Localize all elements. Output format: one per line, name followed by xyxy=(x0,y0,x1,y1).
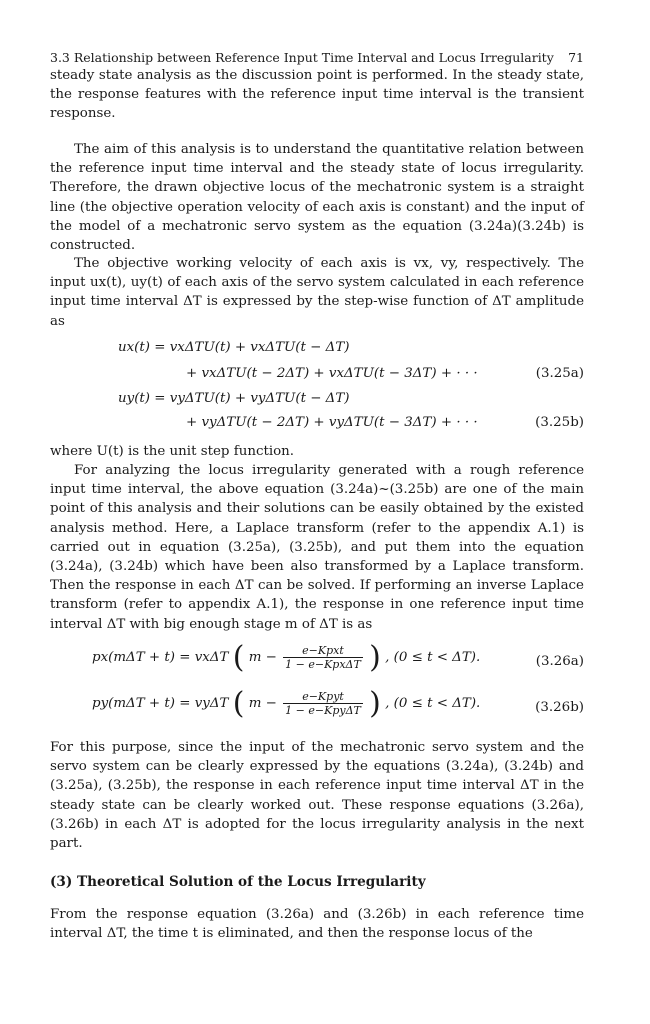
paragraph-2: The aim of this analysis is to understand the quantitative relation between the reference input time interval and the steady state of locus irregularity. Therefore, the drawn objective locus of the mechatronic system is a straight line (the objective operation velocity of each axis is constant) and the input of the model of a mechatronic servo system as the equation (3.24a)(3.24b) is constructed. xyxy=(50,142,584,254)
equation-3-25b-line-1: uy(t) = vyΔTU(t) + vyΔTU(t − ΔT) xyxy=(118,391,350,406)
equation-3-26a-condition: , (0 ≤ t < ΔT). xyxy=(385,650,481,665)
equation-3-25a-label: (3.25a) xyxy=(535,366,584,381)
equation-3-26a-numerator: e−Kpxt xyxy=(302,644,344,657)
paragraph-1: steady state analysis as the discussion point is performed. In the steady state, the response features with the reference input time interval is the transient response. xyxy=(50,68,584,122)
paragraph-4: where U(t) is the unit step function. xyxy=(50,444,295,459)
equation-3-26b-condition: , (0 ≤ t < ΔT). xyxy=(385,696,481,711)
equation-3-26b-lhs: py(mΔT + t) = vyΔT xyxy=(92,696,229,711)
equation-3-26a-m: m − xyxy=(248,650,277,665)
equation-3-25b-line-2: + vyΔTU(t − 2ΔT) + vyΔTU(t − 3ΔT) + · · · xyxy=(186,415,478,430)
equation-3-26a-fraction xyxy=(283,644,363,671)
left-paren-icon: ( xyxy=(232,686,245,721)
equation-3-26a-lhs: px(mΔT + t) = vxΔT xyxy=(92,650,229,665)
equation-3-26b-label: (3.26b) xyxy=(535,700,584,715)
equation-3-26a-label: (3.26a) xyxy=(535,654,584,669)
equation-3-26b-numerator: e−Kpyt xyxy=(302,690,344,703)
equation-3-25a-line-1: ux(t) = vxΔTU(t) + vxΔTU(t − ΔT) xyxy=(118,340,350,355)
equation-3-26b-denominator: 1 − e−KpyΔT xyxy=(285,704,361,717)
equation-3-26b xyxy=(92,686,480,721)
right-paren-icon: ) xyxy=(369,640,381,675)
left-paren-icon: ( xyxy=(232,640,245,675)
right-paren-icon: ) xyxy=(369,686,381,721)
paragraph-6: For this purpose, since the input of the mechatronic servo system and the servo system can be clearly expressed by the equations (3.24a), (3.24b) and (3.25a), (3.25b), the response in each reference input time interval ΔT in the steady state can be clearly worked out. These response equations (3.26a), (3.26b) in each ΔT is adopted for the locus irregularity analysis in the next part. xyxy=(50,740,584,852)
paragraph-5: For analyzing the locus irregularity generated with a rough reference input time interval, the above equation (3.24a)~(3.25b) are one of the main point of this analysis and their solutions can be easily obtained by the existed analysis method. Here, a Laplace transform (refer to the appendix A.1) is carried out in equation (3.25a), (3.25b), and put them into the equation (3.24a), (3.24b) which have been also transformed by a Laplace transform. Then the response in each ΔT can be solved. If performing an inverse Laplace transform (refer to appendix A.1), the response in one reference input time interval ΔT with big enough stage m of ΔT is as xyxy=(50,463,584,632)
equation-3-26b-m: m − xyxy=(248,696,277,711)
equation-3-26b-fraction xyxy=(283,690,363,717)
section-heading: (3) Theoretical Solution of the Locus Irregularity xyxy=(50,874,426,890)
page-number: 71 xyxy=(568,50,584,65)
equation-3-25b-label: (3.25b) xyxy=(535,415,584,430)
running-title: 3.3 Relationship between Reference Input Time Interval and Locus Irregularity xyxy=(50,50,554,65)
equation-3-26a xyxy=(92,640,480,675)
equation-3-26a-denominator: 1 − e−KpxΔT xyxy=(285,658,361,671)
paragraph-3: The objective working velocity of each axis is vx, vy, respectively. The input ux(t), uy(t) of each axis of the servo system calculated in each reference input time interval ΔT is expressed by the step-wise function of ΔT amplitude as xyxy=(50,256,584,329)
equation-3-25a-line-2: + vxΔTU(t − 2ΔT) + vxΔTU(t − 3ΔT) + · · · xyxy=(186,366,478,381)
paragraph-7: From the response equation (3.26a) and (3.26b) in each reference time interval ΔT, the time t is eliminated, and then the response locus of the xyxy=(50,907,584,942)
